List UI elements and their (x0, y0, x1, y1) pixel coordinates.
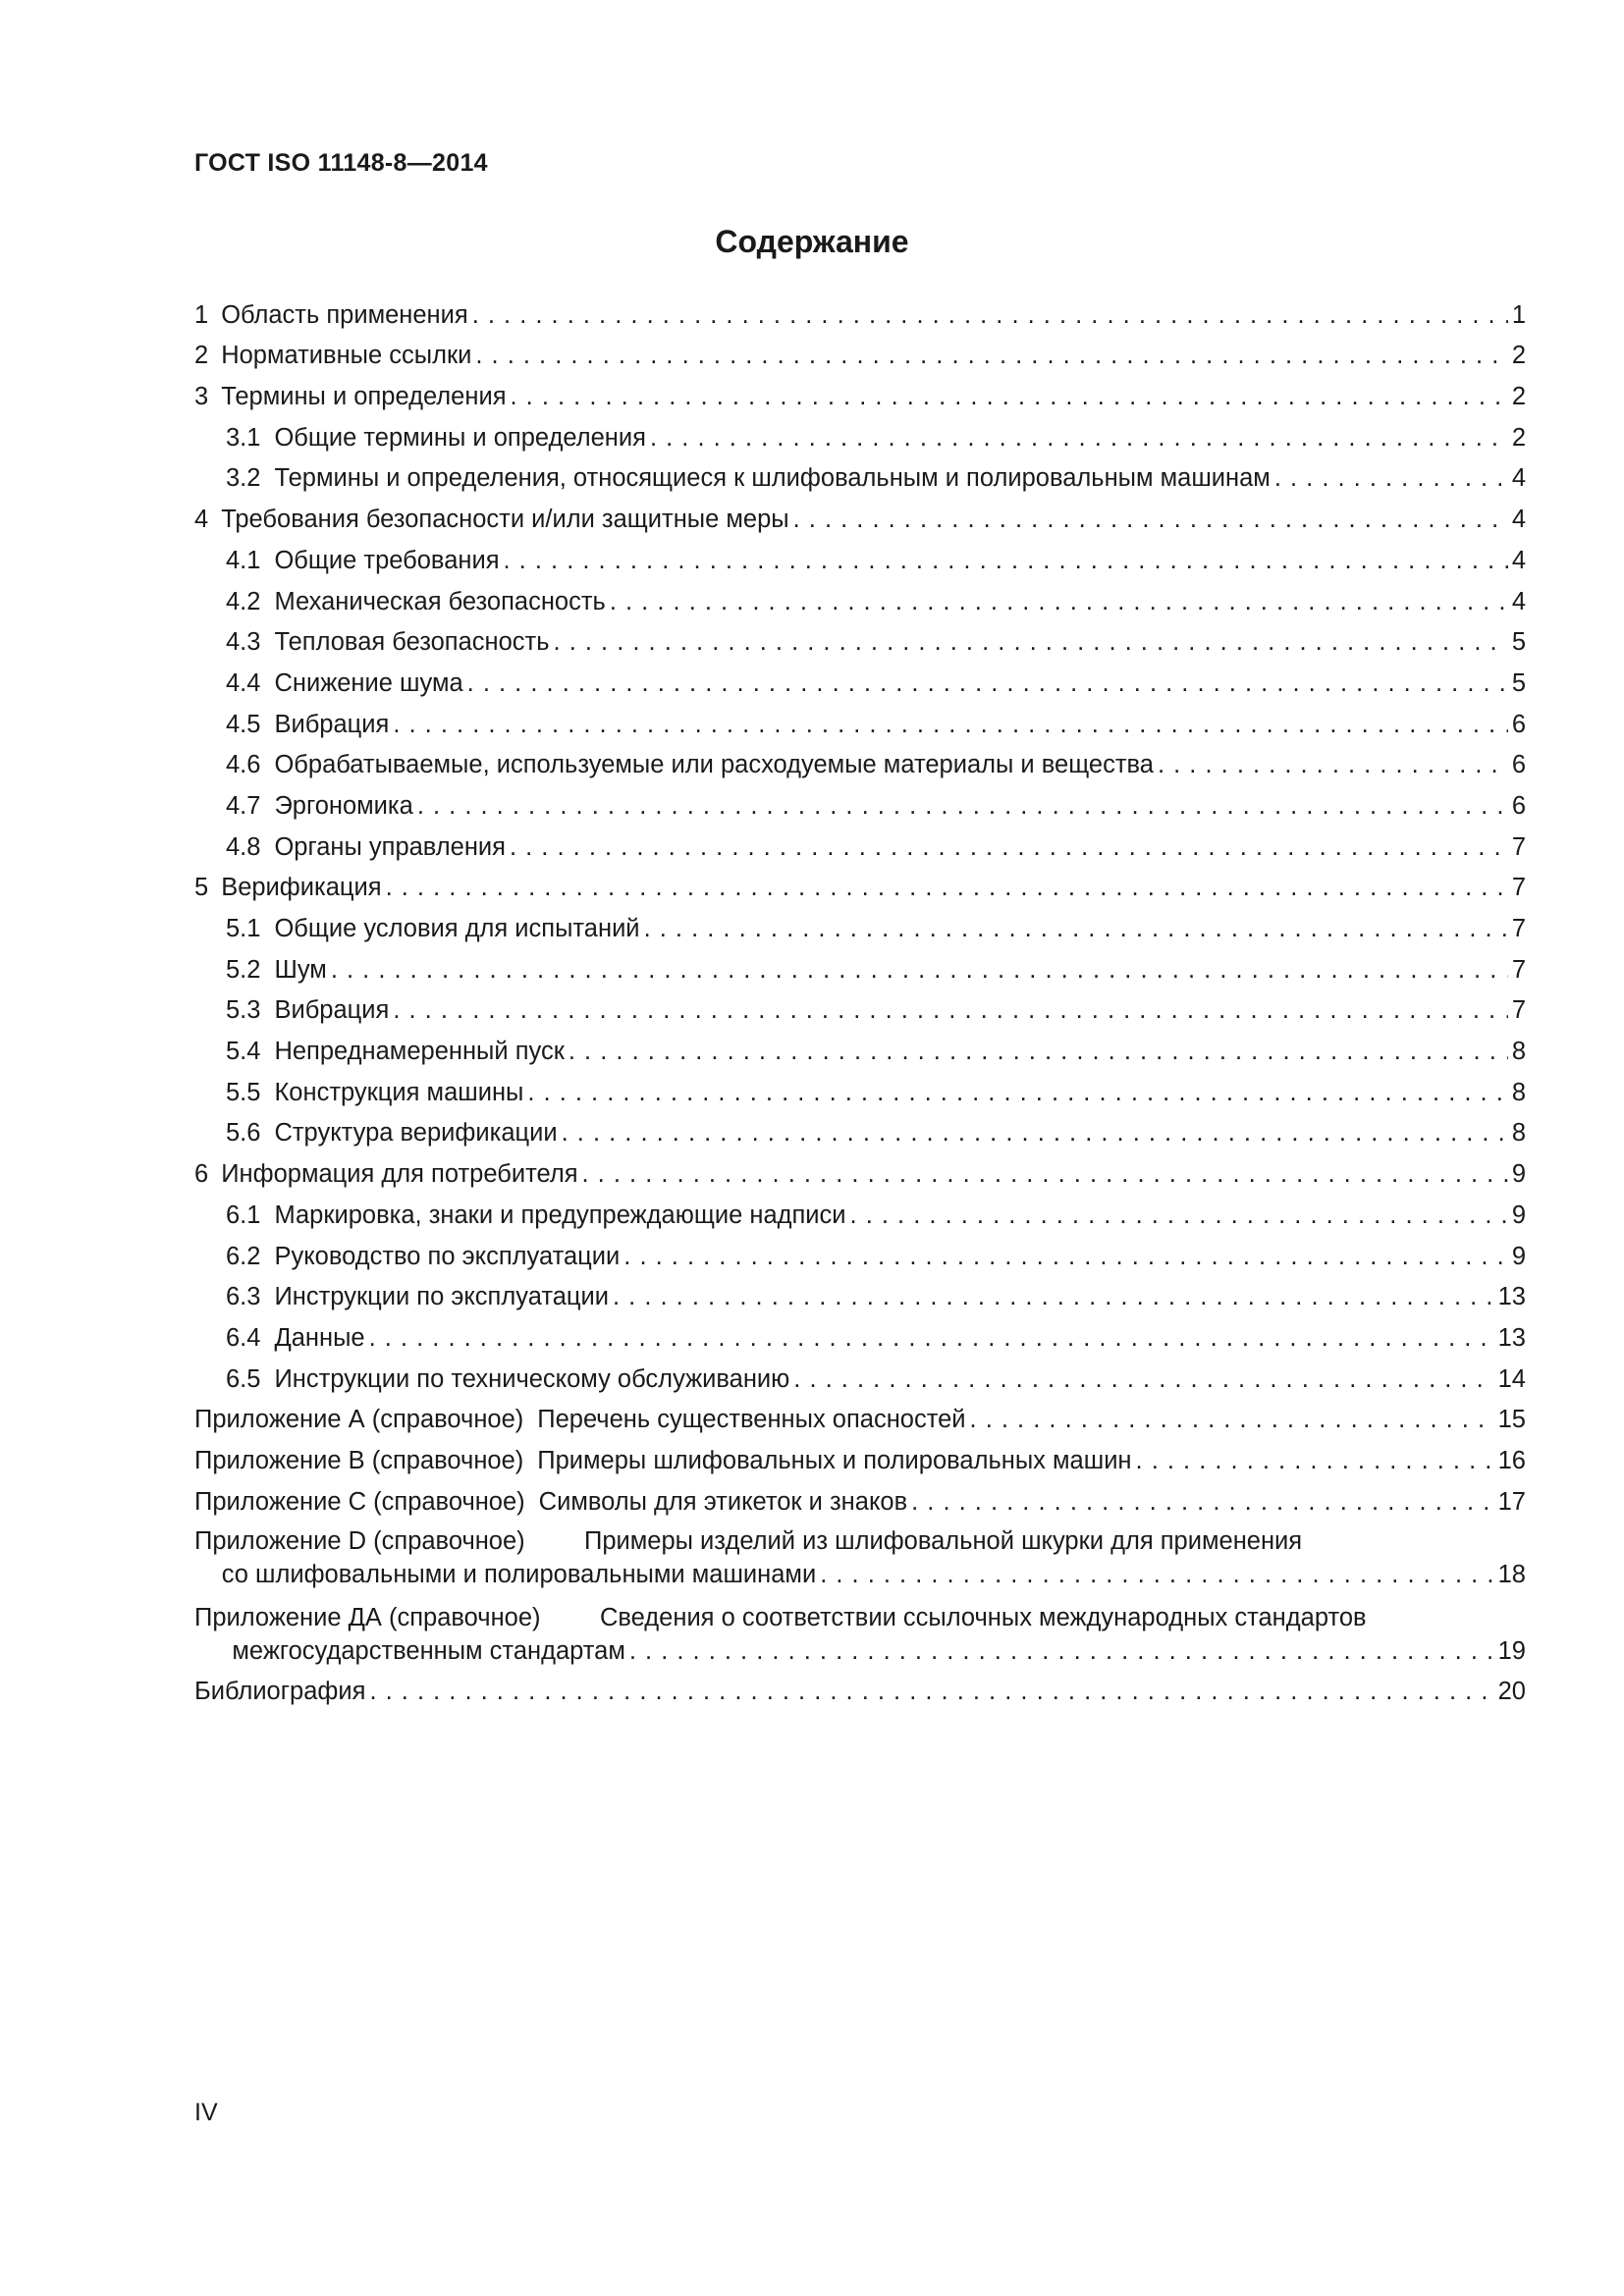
annex-label-line1: Сведения о соответствии ссылочных международных стандартов (600, 1603, 1367, 1631)
toc-entry-number: 4.6 (226, 751, 261, 779)
leader-dots (511, 382, 1508, 411)
toc-entry-label: Общие требования (274, 546, 500, 574)
annex-prefix: Приложение В (справочное) (194, 1446, 524, 1474)
toc-entry-label: Общие термины и определения (274, 423, 646, 452)
leader-dots (623, 1242, 1508, 1271)
leader-dots (970, 1405, 1494, 1434)
toc-entry-label: Термины и определения, относящиеся к шлифовальным и полировальным машинам (274, 464, 1271, 493)
toc-title: Содержание (715, 224, 909, 259)
toc-subentry[interactable] (194, 534, 1526, 575)
toc-entry-label: Органы управления (274, 832, 506, 861)
toc-subentry[interactable] (194, 821, 1526, 862)
toc-entry[interactable] (194, 370, 1526, 411)
leader-dots (613, 1282, 1494, 1311)
leader-dots (644, 914, 1508, 943)
toc-entry-label: Шум (274, 955, 327, 984)
toc-entry-page: 4 (1511, 464, 1526, 493)
leader-dots (793, 1364, 1493, 1394)
toc-entry-page: 20 (1497, 1678, 1526, 1706)
toc-entry-number: 6.1 (226, 1201, 261, 1229)
leader-dots (582, 1159, 1508, 1189)
toc-entry-label: Вибрация (274, 710, 390, 738)
toc-entry-number: 6 (194, 1160, 209, 1189)
toc-subentry[interactable] (194, 698, 1526, 739)
toc-entry-page: 9 (1511, 1242, 1526, 1270)
toc-entry-page: 9 (1511, 1160, 1526, 1189)
toc-entry-label: Термины и определения (221, 383, 507, 411)
toc-subentry[interactable] (194, 943, 1526, 985)
toc-entry-number: 6.2 (226, 1242, 261, 1270)
leader-dots (1136, 1446, 1494, 1475)
leader-dots (475, 341, 1507, 370)
toc-entry[interactable] (194, 289, 1526, 330)
toc-entry-label: Вибрация (274, 996, 390, 1025)
toc-subentry[interactable] (194, 779, 1526, 821)
toc-entry-label: Эргономика (274, 791, 413, 820)
toc-entry-label: Библиография (194, 1678, 366, 1706)
toc-entry[interactable] (194, 493, 1526, 534)
annex-prefix: Приложение ДА (справочное) (194, 1603, 541, 1631)
toc-entry-number: 5.3 (226, 996, 261, 1025)
toc-entry-number: 1 (194, 300, 209, 329)
toc-entry-label: Обрабатываемые, используемые или расходуемые материалы и вещества (274, 751, 1154, 779)
toc-entry-number: 4.1 (226, 546, 261, 574)
toc-entry-number: 4.8 (226, 832, 261, 861)
annex-label-line2: со шлифовальными и полировальными машинами (221, 1560, 817, 1588)
toc-entry-label: Инструкции по техническому обслуживанию (274, 1364, 790, 1393)
toc-entry-page: 19 (1497, 1636, 1526, 1665)
leader-dots (820, 1560, 1493, 1589)
toc-entry-label: Инструкции по эксплуатации (274, 1283, 609, 1311)
toc-entry[interactable] (194, 330, 1526, 371)
leader-dots (527, 1078, 1507, 1107)
toc-entry-number: 5.5 (226, 1078, 261, 1106)
toc-entry-number: 4.5 (226, 710, 261, 738)
annex-label: Символы для этикеток и знаков (538, 1487, 908, 1516)
toc-entry-label: Снижение шума (274, 668, 463, 697)
toc-entry-page: 4 (1511, 587, 1526, 615)
toc-subentry[interactable] (194, 1107, 1526, 1148)
leader-dots (393, 995, 1507, 1025)
leader-dots (568, 1037, 1508, 1066)
toc-entry-number: 3.1 (226, 423, 261, 452)
leader-dots (610, 587, 1508, 616)
toc-subentry[interactable] (194, 453, 1526, 494)
toc-entry-page: 7 (1511, 955, 1526, 984)
toc-subentry[interactable] (194, 1271, 1526, 1312)
toc-entry-page: 17 (1497, 1487, 1526, 1516)
leader-dots (911, 1487, 1494, 1517)
leader-dots (504, 546, 1508, 575)
toc-entry-page: 5 (1511, 668, 1526, 697)
toc-entry-page: 6 (1511, 751, 1526, 779)
leader-dots (629, 1636, 1494, 1666)
toc-bibliography[interactable] (194, 1666, 1526, 1707)
leader-dots (467, 668, 1508, 698)
toc-entry-page: 8 (1511, 1078, 1526, 1106)
toc-entry-number: 6.5 (226, 1364, 261, 1393)
toc-annex[interactable] (194, 1434, 1526, 1475)
toc-entry-label: Структура верификации (274, 1119, 558, 1148)
toc-entry-number: 4.2 (226, 587, 261, 615)
leader-dots (386, 873, 1508, 902)
leader-dots (331, 955, 1508, 985)
toc-entry-page: 4 (1511, 506, 1526, 534)
toc-entry-label: Руководство по эксплуатации (274, 1242, 621, 1270)
toc-subentry[interactable] (194, 1311, 1526, 1353)
toc-entry-number: 5.1 (226, 915, 261, 942)
toc-entry-page: 14 (1497, 1364, 1526, 1393)
toc-entry-number: 4.7 (226, 791, 261, 820)
toc-entry-number: 3 (194, 383, 209, 411)
toc-subentry[interactable] (194, 616, 1526, 658)
leader-dots (850, 1201, 1508, 1230)
toc-entry-page: 2 (1511, 383, 1526, 411)
toc-entry-page: 18 (1497, 1560, 1526, 1588)
toc-subentry[interactable] (194, 739, 1526, 780)
toc-entry-number: 4.4 (226, 668, 261, 697)
toc-entry-number: 4 (194, 506, 209, 534)
annex-prefix: Приложение D (справочное) (194, 1526, 525, 1555)
toc-entry-page: 13 (1497, 1283, 1526, 1311)
toc-entry-number: 5.6 (226, 1119, 261, 1148)
toc-subentry[interactable] (194, 575, 1526, 616)
toc-subentry[interactable] (194, 985, 1526, 1026)
document-code: ГОСТ ISO 11148-8—2014 (194, 149, 488, 177)
toc-annex[interactable] (194, 1475, 1526, 1517)
toc-subentry[interactable] (194, 1353, 1526, 1394)
toc-entry-number: 5 (194, 874, 209, 902)
toc-subentry[interactable] (194, 657, 1526, 698)
leader-dots (554, 627, 1508, 657)
annex-label-line1: Примеры изделий из шлифовальной шкурки для применения (584, 1526, 1303, 1555)
toc-entry-label: Требования безопасности и/или защитные меры (221, 506, 789, 534)
toc-entry-label: Механическая безопасность (274, 587, 606, 615)
toc-entry-page: 16 (1497, 1446, 1526, 1474)
toc-annex-multiline[interactable] (194, 1599, 1526, 1666)
toc-entry-number: 6.4 (226, 1323, 261, 1352)
toc-entry-label: Тепловая безопасность (274, 628, 550, 657)
toc-entry-label: Общие условия для испытаний (274, 915, 640, 942)
leader-dots (369, 1323, 1494, 1353)
toc-annex-multiline[interactable] (194, 1522, 1526, 1589)
leader-dots (1158, 750, 1508, 779)
toc-entry-label: Маркировка, знаки и предупреждающие надписи (274, 1201, 846, 1229)
annex-label-line2: межгосударственным стандартам (232, 1636, 625, 1665)
annex-label: Примеры шлифовальных и полировальных машин (537, 1446, 1132, 1474)
toc-subentry[interactable] (194, 1025, 1526, 1066)
annex-label: Перечень существенных опасностей (537, 1406, 966, 1434)
toc-entry-number: 3.2 (226, 464, 261, 493)
toc-subentry[interactable] (194, 1066, 1526, 1107)
toc-entry-number: 2 (194, 342, 209, 370)
toc-entry-label: Область применения (221, 300, 468, 329)
page-number: IV (194, 2099, 218, 2126)
toc-entry-page: 7 (1511, 874, 1526, 902)
toc-entry-page: 7 (1511, 832, 1526, 861)
toc-entry[interactable] (194, 1148, 1526, 1189)
toc-entry-page: 5 (1511, 628, 1526, 657)
leader-dots (1274, 463, 1508, 493)
toc-entry-label: Конструкция машины (274, 1078, 524, 1106)
toc-entry-page: 2 (1511, 423, 1526, 452)
leader-dots (369, 1677, 1493, 1706)
annex-prefix: Приложение А (справочное) (194, 1406, 524, 1434)
table-of-contents (194, 289, 1526, 1706)
annex-prefix: Приложение С (справочное) (194, 1487, 525, 1516)
toc-entry-page: 8 (1511, 1119, 1526, 1148)
toc-entry-number: 5.2 (226, 955, 261, 984)
leader-dots (562, 1118, 1508, 1148)
toc-entry-label: Информация для потребителя (221, 1160, 578, 1189)
toc-subentry[interactable] (194, 1230, 1526, 1271)
toc-entry-page: 2 (1511, 342, 1526, 370)
toc-entry-page: 8 (1511, 1038, 1526, 1066)
leader-dots (650, 423, 1508, 453)
toc-entry-page: 13 (1497, 1323, 1526, 1352)
leader-dots (417, 791, 1508, 821)
toc-entry-page: 6 (1511, 791, 1526, 820)
toc-entry-page: 15 (1497, 1406, 1526, 1434)
toc-subentry[interactable] (194, 411, 1526, 453)
toc-subentry[interactable] (194, 902, 1526, 943)
toc-entry-number: 6.3 (226, 1283, 261, 1311)
leader-dots (393, 710, 1507, 739)
toc-subentry[interactable] (194, 1189, 1526, 1230)
leader-dots (793, 505, 1508, 534)
toc-entry-page: 9 (1511, 1201, 1526, 1229)
toc-entry-page: 4 (1511, 546, 1526, 574)
toc-entry-number: 4.3 (226, 628, 261, 657)
toc-entry-page: 6 (1511, 710, 1526, 738)
toc-entry-page: 7 (1511, 996, 1526, 1025)
leader-dots (510, 832, 1508, 862)
toc-entry-page: 7 (1511, 915, 1526, 942)
toc-entry-number: 5.4 (226, 1038, 261, 1066)
toc-annex[interactable] (194, 1394, 1526, 1435)
toc-entry-label: Непреднамеренный пуск (274, 1038, 565, 1066)
leader-dots (472, 300, 1508, 330)
toc-entry-label: Данные (274, 1323, 365, 1352)
toc-entry-label: Верификация (221, 874, 382, 902)
toc-entry[interactable] (194, 862, 1526, 903)
toc-entry-page: 1 (1511, 300, 1526, 329)
toc-entry-label: Нормативные ссылки (221, 342, 472, 370)
